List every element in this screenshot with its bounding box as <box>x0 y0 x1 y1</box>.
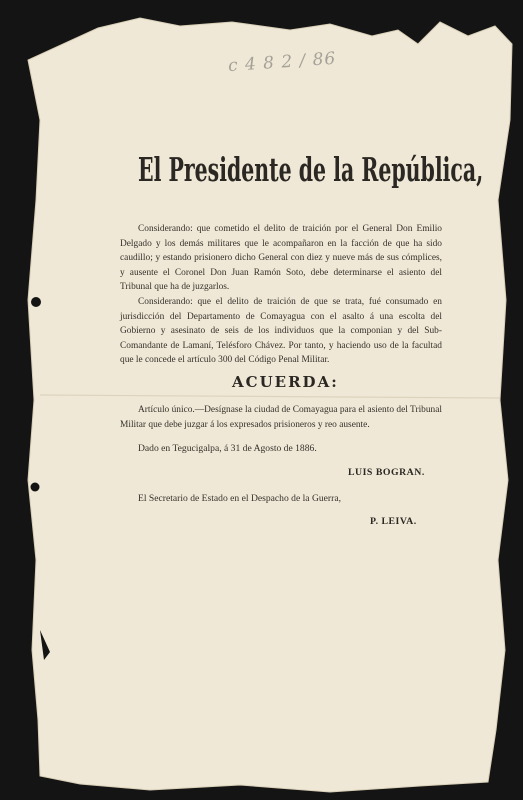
secretary-line: El Secretario de Estado en el Despacho de la Guerra, <box>138 493 341 504</box>
acuerda-heading: ACUERDA: <box>232 373 339 391</box>
signature-secretary: P. LEIVA. <box>370 516 417 527</box>
signature-president: LUIS BOGRAN. <box>348 467 425 478</box>
handwritten-note: c 4 8 2 / 86 <box>227 48 337 77</box>
paragraph-considerando-2: Considerando: que el delito de traición de que se trata, fué consumado en jurisdicción del Departamento de Comayagua con el asalto á una escolta del Gobierno y asesinato de seis de los individuos que la componian y del Sub-Comandante de Lamaní, Telésforo Chávez. Por tanto, y haciendo uso de la facultad que le concede el artículo 300 del Código Penal Militar. <box>120 297 442 366</box>
paragraph-considerando-1: Considerando: que cometido el delito de traición por el General Don Emilio Delgado y los demás militares que le acompañaron en la facción de que ha sido caudillo; y estando prisionero dicho General con diez y nueve más de sus cómplices, y ausente el Coronel Don Juan Ramón Soto, debe determinarse el asiento del Tribunal que ha de juzgarlos. <box>120 224 442 293</box>
date-line: Dado en Tegucigalpa, á 31 de Agosto de 1886. <box>138 443 317 454</box>
page-title: El Presidente de la República, <box>138 150 484 189</box>
paragraph-articulo: Artículo único.—Desígnase la ciudad de Comayagua para el asiento del Tribunal Militar que debe juzgar á los expresados prisioneros y reo ausente. <box>120 405 442 430</box>
